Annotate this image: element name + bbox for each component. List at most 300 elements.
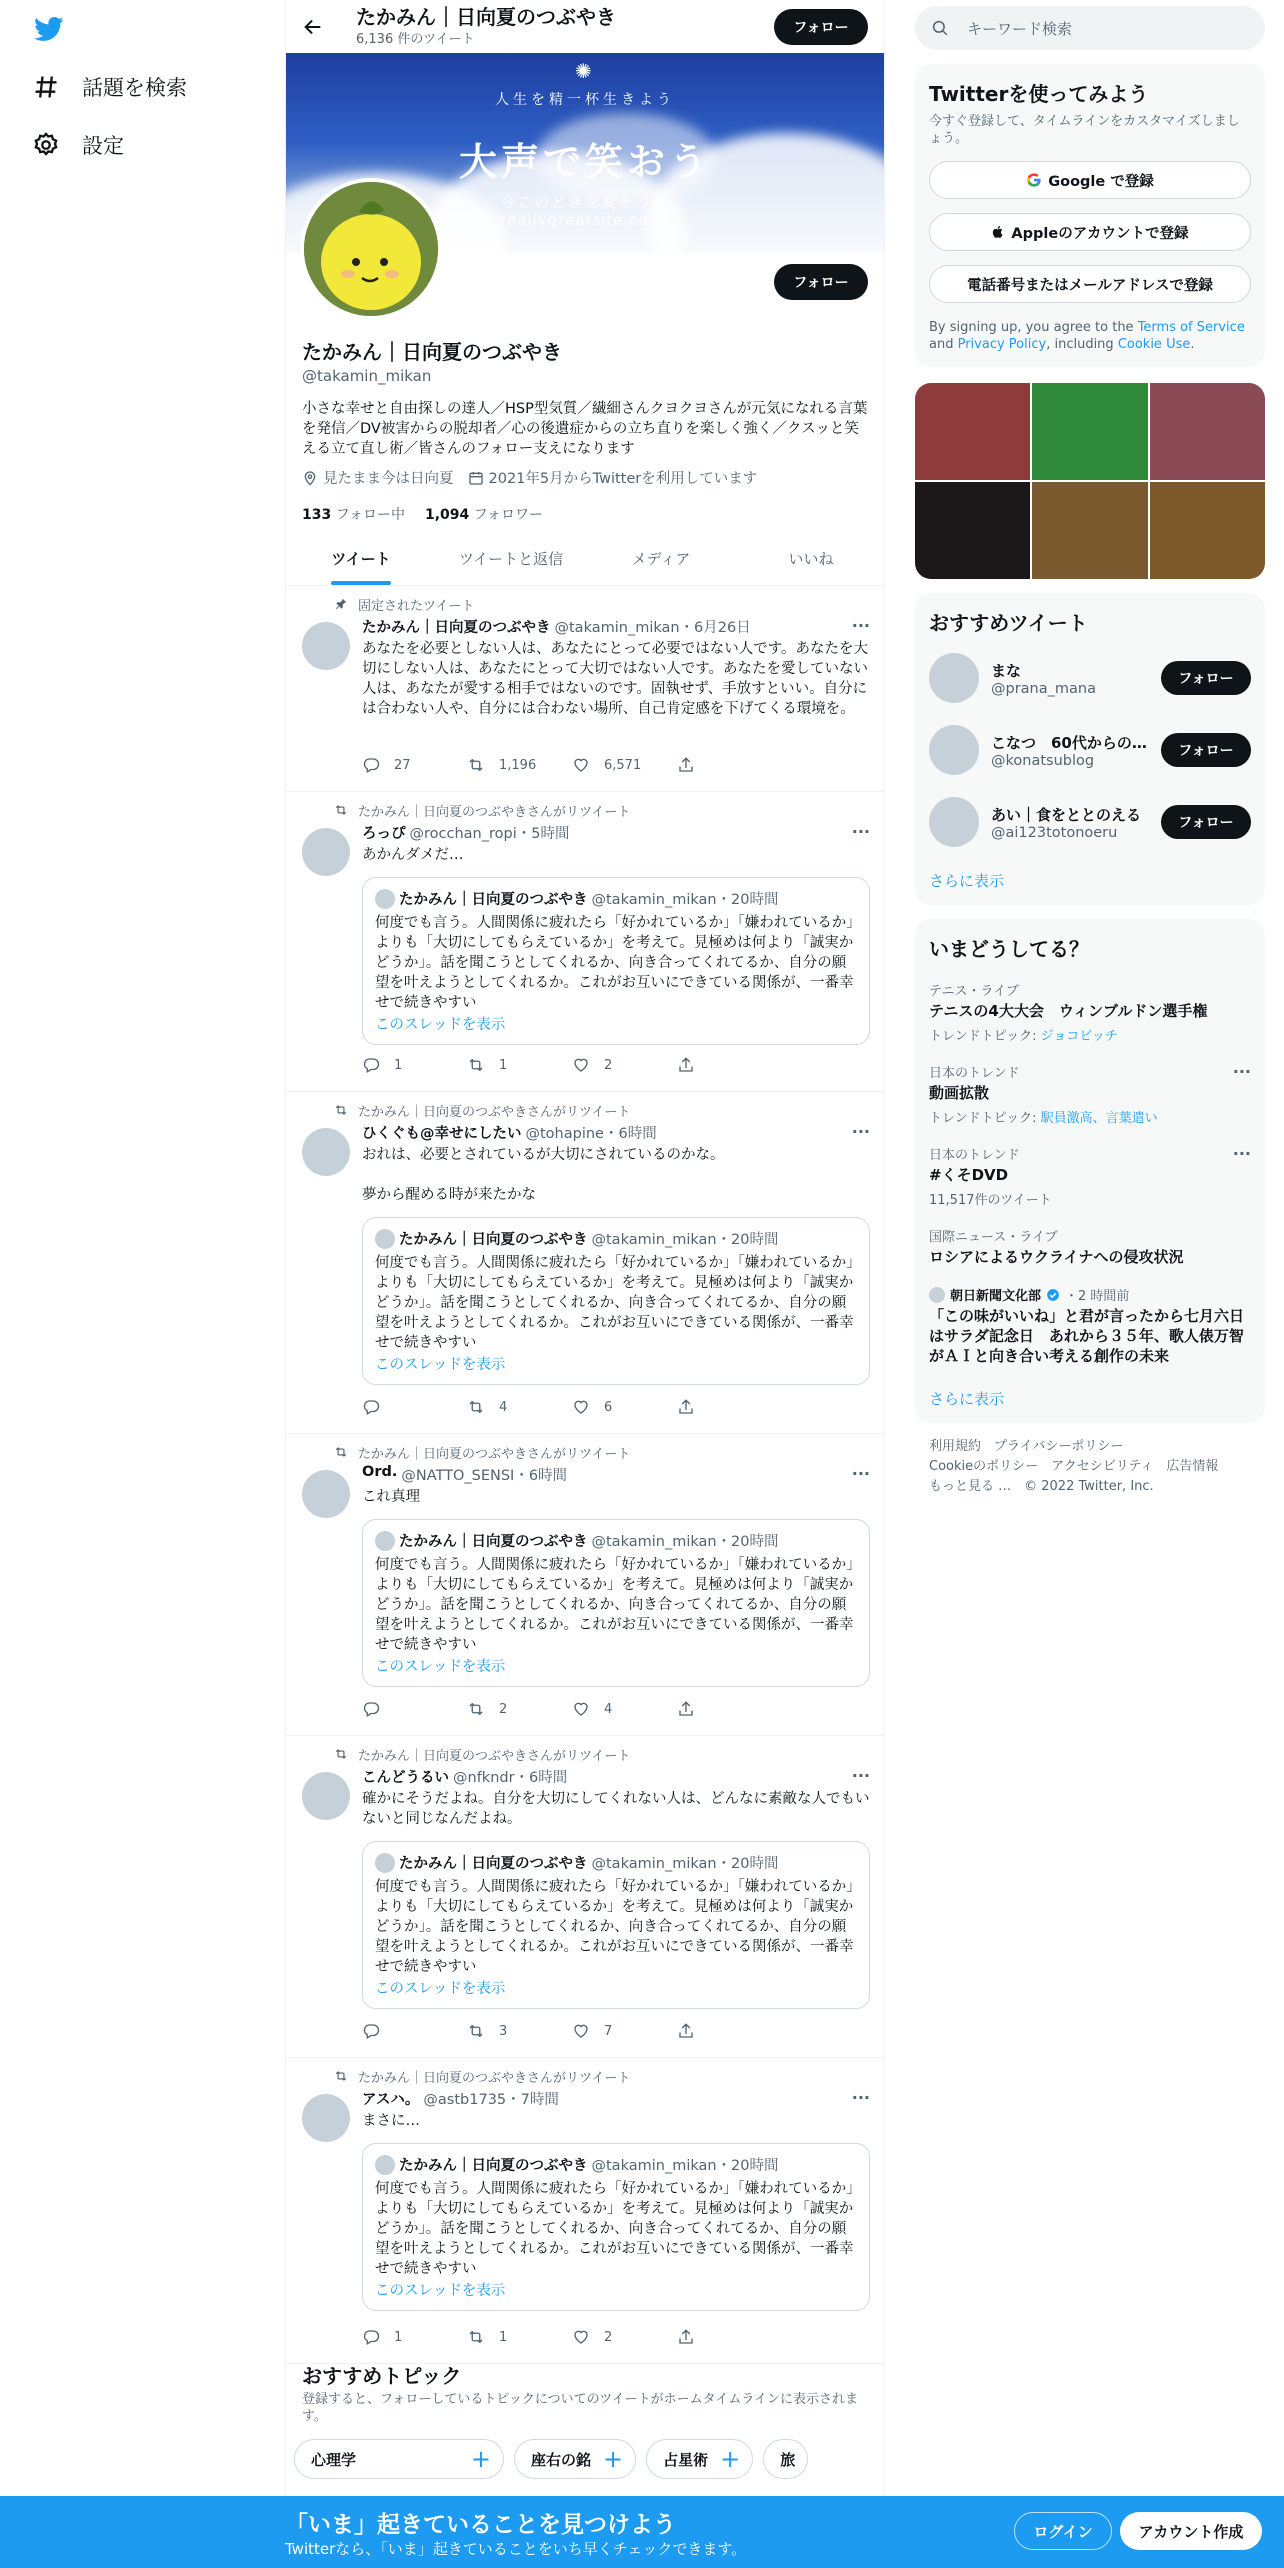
footer-line3[interactable]: もっと見る … © 2022 Twitter, Inc. [929,1479,1154,1494]
tweet-meta: @tohapine・6時間 [525,1126,657,1142]
legal-and: and [929,337,958,352]
tweet-context [334,594,870,614]
tweet-body-extra: 夢から醒める時が来たかな [362,1187,536,1203]
user-handle: @ai123totonoeru [991,824,1118,841]
tweet-context-text: たかみん｜日向夏のつぶやきさんがリツイート [358,804,631,820]
retweet-context-icon [334,1103,348,1117]
tweet-avatar[interactable] [302,1470,350,1518]
like-button[interactable] [572,1056,677,1074]
like-count: 7 [604,2023,613,2039]
quote-meta: @takamin_mikan・20時間 [591,1534,779,1550]
trend-sub-label: 11,517件のツイート [929,1193,1052,1208]
more-options-icon[interactable]: ··· [851,616,870,635]
share-button[interactable] [677,1700,782,1718]
quote-avatar [375,889,395,909]
quote-author: たかみん｜日向夏のつぶやき [399,1856,588,1872]
bottombar-title: 「いま」起きていることを見つけよう [285,2512,676,2538]
retweet-icon [467,1398,485,1416]
share-button[interactable] [677,2022,782,2040]
tweet-actions [362,1387,782,1427]
tweet[interactable] [286,1434,885,1736]
tweet-meta: @takamin_mikan・6月26日 [554,620,751,636]
tweet-avatar[interactable] [302,622,350,670]
verified-badge-icon [1046,1288,1060,1302]
share-button[interactable] [677,1056,782,1074]
tab-likes[interactable]: いいね [788,550,834,568]
quote-meta: @takamin_mikan・20時間 [591,1232,779,1248]
tab-tweets[interactable]: ツイート [286,532,436,585]
profile-follow-button[interactable]: フォロー [774,264,868,300]
quote-avatar [375,2155,395,2175]
retweet-icon [467,2022,485,2040]
footer-links [915,1437,1265,1497]
like-button[interactable] [572,2022,677,2040]
trends-card [915,919,1265,1423]
more-options-icon[interactable]: ··· [851,1766,870,1785]
quote-body: 何度でも言う。人間関係に疲れたら「好かれているか」「嫌われているか」よりも「大切にしてもらえているか」を考えて。見極めは何より「誠実かどうか」。話を聞こうとしてくれるか、向き合ってくれてるか、自分の願望を叶えようとしてくれるか。これがお互いにできている関係が、一番幸せで続きやすい [375,915,854,1011]
sun-icon: ✺ [575,59,592,83]
following-count: 133 [302,507,332,523]
retweet-context-icon [334,803,348,817]
topic-chip-label: 旅 [780,2450,796,2469]
profile-bio: 小さな幸せと自由探しの達人／HSP型気質／繊細さんクヨクヨさんが元気になれる言葉を発信／DV被害からの脱却者／心の後遺症からの立ち直りを楽しく強く／クスッと笑える立て直し術／皆さんのフォロー支えになります [302,401,868,457]
news-item[interactable] [929,1285,1251,1366]
tweet-meta: @rocchan_ropi・5時間 [409,826,570,842]
news-title: 「この味がいいね」と君が言ったから七月六日はサラダ記念日 あれから３５年、歌人俵万智がＡＩと向き合い考える創作の未来 [929,1307,1245,1365]
trend-sub-link[interactable]: 駅員激高、言葉遣い [1040,1111,1158,1126]
retweet-button[interactable] [467,1056,572,1074]
tweet-body: あなたを必要としない人は、あなたにとって必要ではない人です。あなたを大切にしない人は、あなたにとって大切ではない人です。あなたを愛していない人は、あなたが愛する相手ではないのです。固執せず、手放すといい。自分には合わない人や、自分には合わない場所、自己肯定感を下げてくる環境を。 [362,641,869,717]
user-avatar[interactable] [929,653,979,703]
like-count: 6 [604,1399,613,1415]
heart-icon [572,1700,590,1718]
trends-more-link[interactable]: さらに表示 [929,1390,1005,1408]
trend-category: テニス・ライブ [929,984,1019,999]
trends-title: いまどうしてる？ [929,937,1089,961]
profile-info [302,336,870,524]
reply-icon [362,2022,380,2040]
like-button[interactable] [572,2328,677,2346]
like-button[interactable] [572,1700,677,1718]
media-thumbnail[interactable] [915,482,1030,579]
tweet-context-text: たかみん｜日向夏のつぶやきさんがリツイート [358,2070,631,2086]
user-name: まな [991,661,1022,680]
tweet-avatar[interactable] [302,1772,350,1820]
reply-button[interactable] [362,1398,467,1416]
recommended-tweets-card [915,593,1265,905]
quoted-tweet[interactable] [362,877,870,1045]
tweet-author[interactable]: たかみん｜日向夏のつぶやき [362,620,551,636]
footer-line1[interactable]: 利用規約 プライバシーポリシー [929,1439,1124,1454]
cookie-link[interactable]: Cookie Use [1117,337,1191,352]
tweet[interactable] [286,1736,885,2058]
follow-button[interactable]: フォロー [1161,661,1251,695]
user-avatar[interactable] [929,725,979,775]
quote-meta: @takamin_mikan・20時間 [591,1856,779,1872]
topic-chip[interactable] [763,2439,808,2479]
tweet-context [334,1744,870,1764]
heart-icon [572,1398,590,1416]
retweet-count: 1,196 [499,757,537,773]
retweet-button[interactable] [467,756,572,774]
news-time: ・2 時間前 [1065,1289,1130,1304]
show-thread-link[interactable]: このスレッドを表示 [375,1357,506,1373]
media-thumbnail[interactable] [1150,482,1265,579]
reply-icon [362,1056,380,1074]
tweet-meta: @nfkndr・6時間 [453,1770,568,1786]
recommend-more-link[interactable]: さらに表示 [929,872,1005,890]
profile-location [302,467,454,488]
retweet-count: 4 [499,1399,508,1415]
header-follow-button[interactable]: フォロー [774,9,868,45]
share-icon [677,2022,695,2040]
quote-avatar [375,1531,395,1551]
quote-meta: @takamin_mikan・20時間 [591,2158,779,2174]
tweet-context [334,800,870,820]
trend-topic: #くそDVD [929,1166,1009,1184]
media-thumbnail[interactable] [915,383,1030,480]
like-count: 2 [604,1057,613,1073]
signup-card [915,64,1265,367]
tweet-context-text: たかみん｜日向夏のつぶやきさんがリツイート [358,1104,631,1120]
banner-line4: reallygreatsite.co.jp [500,211,670,229]
quote-avatar [375,1229,395,1249]
trend-item[interactable] [929,1226,1251,1267]
tweet-context-text: たかみん｜日向夏のつぶやきさんがリツイート [358,1748,631,1764]
reply-button[interactable] [362,2022,467,2040]
retweet-count: 2 [499,1701,508,1717]
signup-title: Twitterを使ってみよう [929,82,1149,106]
like-button[interactable] [572,756,677,774]
reply-icon [362,756,380,774]
google-signup-label: Google で登録 [1048,173,1154,190]
tweet-actions [362,2011,782,2051]
search-box[interactable] [915,6,1265,50]
quote-body: 何度でも言う。人間関係に疲れたら「好かれているか」「嫌われているか」よりも「大切にしてもらえているか」を考えて。見極めは何より「誠実かどうか」。話を聞こうとしてくれるか、向き合ってくれてるか、自分の願望を叶えようとしてくれるか。これがお互いにできている関係が、一番幸せで続きやすい [375,1557,854,1653]
retweet-button[interactable] [467,1700,572,1718]
reply-count: 1 [394,1057,403,1073]
topic-chip-label: 心理学 [311,2450,357,2469]
tweet-actions [362,745,782,785]
reply-button[interactable] [362,1700,467,1718]
quote-avatar [375,1853,395,1873]
share-icon [677,1700,695,1718]
tweet-avatar[interactable] [302,828,350,876]
profile-tabs [286,532,885,586]
topics-title: おすすめトピック [302,2364,462,2388]
topic-chip[interactable] [294,2439,504,2479]
trend-item[interactable] [929,980,1251,1044]
reply-icon [362,1398,380,1416]
trend-topic: テニスの4大大会 ウィンブルドン選手権 [929,1002,1208,1020]
tweet-body: これ真理 [362,1489,420,1505]
tweet-header [362,1464,870,1485]
tweet-body: まさに… [362,2113,420,2129]
profile-joined-text: 2021年5月からTwitterを利用しています [488,471,758,487]
citrus-avatar-icon [304,182,438,316]
hashtag-icon [32,73,60,101]
tweet[interactable] [286,586,885,792]
trend-category: 国際ニュース・ライブ [929,1230,1058,1245]
legal-end: . [1190,337,1195,352]
trend-category: 日本のトレンド [929,1148,1020,1163]
retweet-count: 1 [499,1057,508,1073]
banner-line1: 人生を精一杯生きよう [495,92,675,108]
retweet-button[interactable] [467,2022,572,2040]
show-thread-link[interactable]: このスレッドを表示 [375,2283,506,2299]
quote-body: 何度でも言う。人間関係に疲れたら「好かれているか」「嫌われているか」よりも「大切にしてもらえているか」を考えて。見極めは何より「誠実かどうか」。話を聞こうとしてくれるか、向き合ってくれてるか、自分の願望を叶えようとしてくれるか。これがお互いにできている関係が、一番幸せで続きやすい [375,2181,854,2277]
trend-item[interactable] [929,1062,1251,1126]
recommended-user[interactable] [929,786,1251,858]
topics-desc: 登録すると、フォローしているトピックについてのツイートがホームタイムラインに表示されます。 [302,2392,859,2424]
media-thumbnail[interactable] [1032,482,1147,579]
profile-name: たかみん｜日向夏のつぶやき [302,340,562,364]
followers-count: 1,094 [425,507,470,523]
profile-handle: @takamin_mikan [302,367,432,385]
more-options-icon[interactable]: ··· [1232,1144,1251,1163]
recommended-user[interactable] [929,714,1251,786]
news-source: 朝日新聞文化部 [950,1289,1042,1304]
trend-item[interactable] [929,1144,1251,1208]
profile-avatar[interactable] [300,178,442,320]
reply-icon [362,1700,380,1718]
retweet-context-icon [334,2069,348,2083]
user-name: こなつ 60代からの… [991,733,1147,752]
tweet-avatar[interactable] [302,2094,350,2142]
share-icon [677,756,695,774]
bottombar-sub: Twitterなら、「いま」起きていることをいち早くチェックできます。 [285,2540,747,2558]
tweet-author[interactable]: アスハ。 [362,2092,420,2108]
show-thread-link[interactable]: このスレッドを表示 [375,1017,506,1033]
nav-explore-label: 話題を検索 [82,76,187,100]
retweet-button[interactable] [467,1398,572,1416]
quoted-tweet[interactable] [362,1841,870,2009]
trend-sub-label: トレンドトピック: [929,1111,1041,1126]
retweet-icon [467,1700,485,1718]
trend-category: 日本のトレンド [929,1066,1020,1081]
search-input[interactable]: キーワード検索 [967,19,1073,38]
tweet-meta: @astb1735・7時間 [423,2092,559,2108]
topic-chip-label: 座右の銘 [531,2450,592,2469]
heart-icon [572,756,590,774]
quote-author: たかみん｜日向夏のつぶやき [399,1534,588,1550]
tweet-actions [362,1045,782,1085]
main-column [285,0,885,2500]
trend-topic: 動画拡散 [929,1084,990,1102]
show-thread-link[interactable]: このスレッドを表示 [375,1981,506,1997]
profile-joined [468,467,758,488]
gear-icon [32,131,60,159]
tweet-avatar[interactable] [302,1128,350,1176]
tweet-list [286,586,885,2364]
plus-icon: + [470,2445,491,2473]
header-title: たかみん｜日向夏のつぶやき [356,5,616,29]
more-options-icon[interactable]: ··· [851,822,870,841]
like-button[interactable] [572,1398,677,1416]
media-thumbnail[interactable] [1150,383,1265,480]
heart-icon [572,2022,590,2040]
reply-button[interactable] [362,2328,467,2346]
recommend-title: おすすめツイート [929,611,1088,635]
signup-button[interactable]: アカウント作成 [1120,2512,1262,2550]
user-handle: @konatsublog [991,752,1095,769]
reply-button[interactable] [362,756,467,774]
followers-link[interactable] [425,504,543,524]
more-options-icon[interactable]: ··· [851,2088,870,2107]
tweet-body: 確かにそうだよね。自分を大切にしてくれない人は、どんなに素敵な人でもいないと同じなんだよね。 [362,1791,870,1827]
share-button[interactable] [677,2328,782,2346]
legal-inc: , including [1046,337,1118,352]
trend-sub-label: トレンドトピック: [929,1029,1041,1044]
reply-button[interactable] [362,1056,467,1074]
tweet-body: おれは、必要とされているが大切にされているのかな。 [362,1147,725,1163]
tweet-author[interactable]: こんどうるい [362,1770,449,1786]
quote-author: たかみん｜日向夏のつぶやき [399,892,588,908]
topic-chip[interactable] [646,2439,753,2479]
phone-signup-button[interactable]: 電話番号またはメールアドレスで登録 [929,265,1251,303]
media-grid [915,383,1265,579]
heart-icon [572,1056,590,1074]
calendar-icon [468,470,484,486]
nav-explore[interactable] [32,72,187,102]
media-thumbnail[interactable] [1032,383,1147,480]
pin-icon [334,597,348,611]
tab-media[interactable]: メディア [631,550,691,568]
topic-chip[interactable] [514,2439,636,2479]
tweet-header [362,2088,870,2109]
search-icon [931,19,949,37]
tweet-context-text: たかみん｜日向夏のつぶやきさんがリツイート [358,1446,631,1462]
nav-settings[interactable] [32,130,124,160]
trend-sub-link[interactable]: ジョコビッチ [1040,1029,1118,1044]
share-icon [677,1398,695,1416]
tweet-meta: @NATTO_SENSI・6時間 [401,1468,568,1484]
reply-icon [362,2328,380,2346]
plus-icon: + [720,2445,741,2473]
tweet-header [362,616,870,637]
tweet-author[interactable]: Ord. [362,1464,398,1480]
profile-location-text: 見たまま今は日向夏 [323,471,454,487]
tweet-context [334,2066,870,2086]
retweet-icon [467,2328,485,2346]
plus-icon: + [603,2445,624,2473]
recommended-topics [286,2350,885,2489]
banner-line3: 今このときを愛そう！ [499,193,670,211]
tweet-header [362,1122,870,1143]
quoted-tweet[interactable] [362,1217,870,1385]
share-button[interactable] [677,756,782,774]
user-name: あい｜食をととのえる [991,805,1142,824]
more-options-icon[interactable]: ··· [851,1464,870,1483]
back-arrow-icon[interactable] [302,16,324,38]
trend-topic: ロシアによるウクライナへの侵攻状況 [929,1248,1184,1266]
following-link[interactable] [302,504,405,524]
tweet-author[interactable]: ひくぐも@幸せにしたい [362,1126,522,1142]
retweet-context-icon [334,1747,348,1761]
quote-meta: @takamin_mikan・20時間 [591,892,779,908]
follow-button[interactable]: フォロー [1161,805,1251,839]
terms-link[interactable]: Terms of Service [1137,320,1245,335]
like-count: 4 [604,1701,613,1717]
retweet-button[interactable] [467,2328,572,2346]
reply-count: 27 [394,757,411,773]
profile-header [286,0,884,53]
apple-icon [991,224,1005,240]
like-count: 6,571 [604,757,642,773]
tab-tweets-replies[interactable]: ツイートと返信 [458,550,564,568]
tweet[interactable] [286,2058,885,2364]
retweet-icon [467,756,485,774]
tweet-author[interactable]: ろっぴ [362,826,406,842]
share-icon [677,1056,695,1074]
quote-author: たかみん｜日向夏のつぶやき [399,2158,588,2174]
share-icon [677,2328,695,2346]
tweet-context-text: 固定されたツイート [358,598,475,614]
signup-legal [929,319,1251,353]
follow-button[interactable]: フォロー [1161,733,1251,767]
privacy-link[interactable]: Privacy Policy [957,337,1047,352]
apple-signup-label: Appleのアカウントで登録 [1011,225,1189,242]
quote-body: 何度でも言う。人間関係に疲れたら「好かれているか」「嫌われているか」よりも「大切にしてもらえているか」を考えて。見極めは何より「誠実かどうか」。話を聞こうとしてくれるか、向き合ってくれてるか、自分の願望を叶えようとしてくれるか。これがお互いにできている関係が、一番幸せで続きやすい [375,1255,854,1351]
more-options-icon[interactable]: ··· [851,1122,870,1141]
legal-pre: By signing up, you agree to the [929,320,1138,335]
tweet-context [334,1100,870,1120]
tweet-header [362,1766,870,1787]
following-label: フォロー中 [335,507,405,523]
quote-author: たかみん｜日向夏のつぶやき [399,1232,588,1248]
apple-signup-button[interactable] [929,213,1251,251]
quoted-tweet[interactable] [362,2143,870,2311]
more-options-icon[interactable]: ··· [1232,1062,1251,1081]
bottom-signup-bar [0,2496,1284,2568]
google-icon [1026,172,1042,188]
banner-line2: 大声で笑おう [458,140,711,184]
quoted-tweet[interactable] [362,1519,870,1687]
nav-settings-label: 設定 [82,134,124,158]
tweet[interactable] [286,792,885,1092]
news-source-avatar [929,1287,945,1303]
retweet-count: 1 [499,2329,508,2345]
like-count: 2 [604,2329,613,2345]
heart-icon [572,2328,590,2346]
signup-desc: 今すぐ登録して、タイムラインをカスタマイズしましょう。 [929,114,1240,146]
reply-count: 1 [394,2329,403,2345]
quote-body: 何度でも言う。人間関係に疲れたら「好かれているか」「嫌われているか」よりも「大切にしてもらえているか」を考えて。見極めは何より「誠実かどうか」。話を聞こうとしてくれるか、向き合ってくれてるか、自分の願望を叶えようとしてくれるか。これがお互いにできている関係が、一番幸せで続きやすい [375,1879,854,1975]
right-sidebar [915,0,1265,1497]
twitter-logo-icon[interactable] [32,14,66,44]
retweet-context-icon [334,1445,348,1459]
show-thread-link[interactable]: このスレッドを表示 [375,1659,506,1675]
tweet[interactable] [286,1092,885,1434]
retweet-count: 3 [499,2023,508,2039]
tweet-context [334,1442,870,1462]
location-pin-icon [302,470,318,486]
topic-chip-label: 占星術 [663,2450,709,2469]
header-tweet-count: 6,136 件のツイート [356,32,475,47]
followers-label: フォロワー [473,507,544,523]
user-avatar[interactable] [929,797,979,847]
user-handle: @prana_mana [991,680,1096,697]
share-button[interactable] [677,1398,782,1416]
recommended-user[interactable] [929,642,1251,714]
tweet-body: あかんダメだ… [362,847,464,863]
retweet-icon [467,1056,485,1074]
login-button[interactable]: ログイン [1014,2512,1112,2550]
tweet-actions [362,1689,782,1729]
tweet-header [362,822,870,843]
google-signup-button[interactable] [929,161,1251,199]
footer-line2[interactable]: Cookieのポリシー アクセシビリティ 広告情報 [929,1459,1219,1474]
